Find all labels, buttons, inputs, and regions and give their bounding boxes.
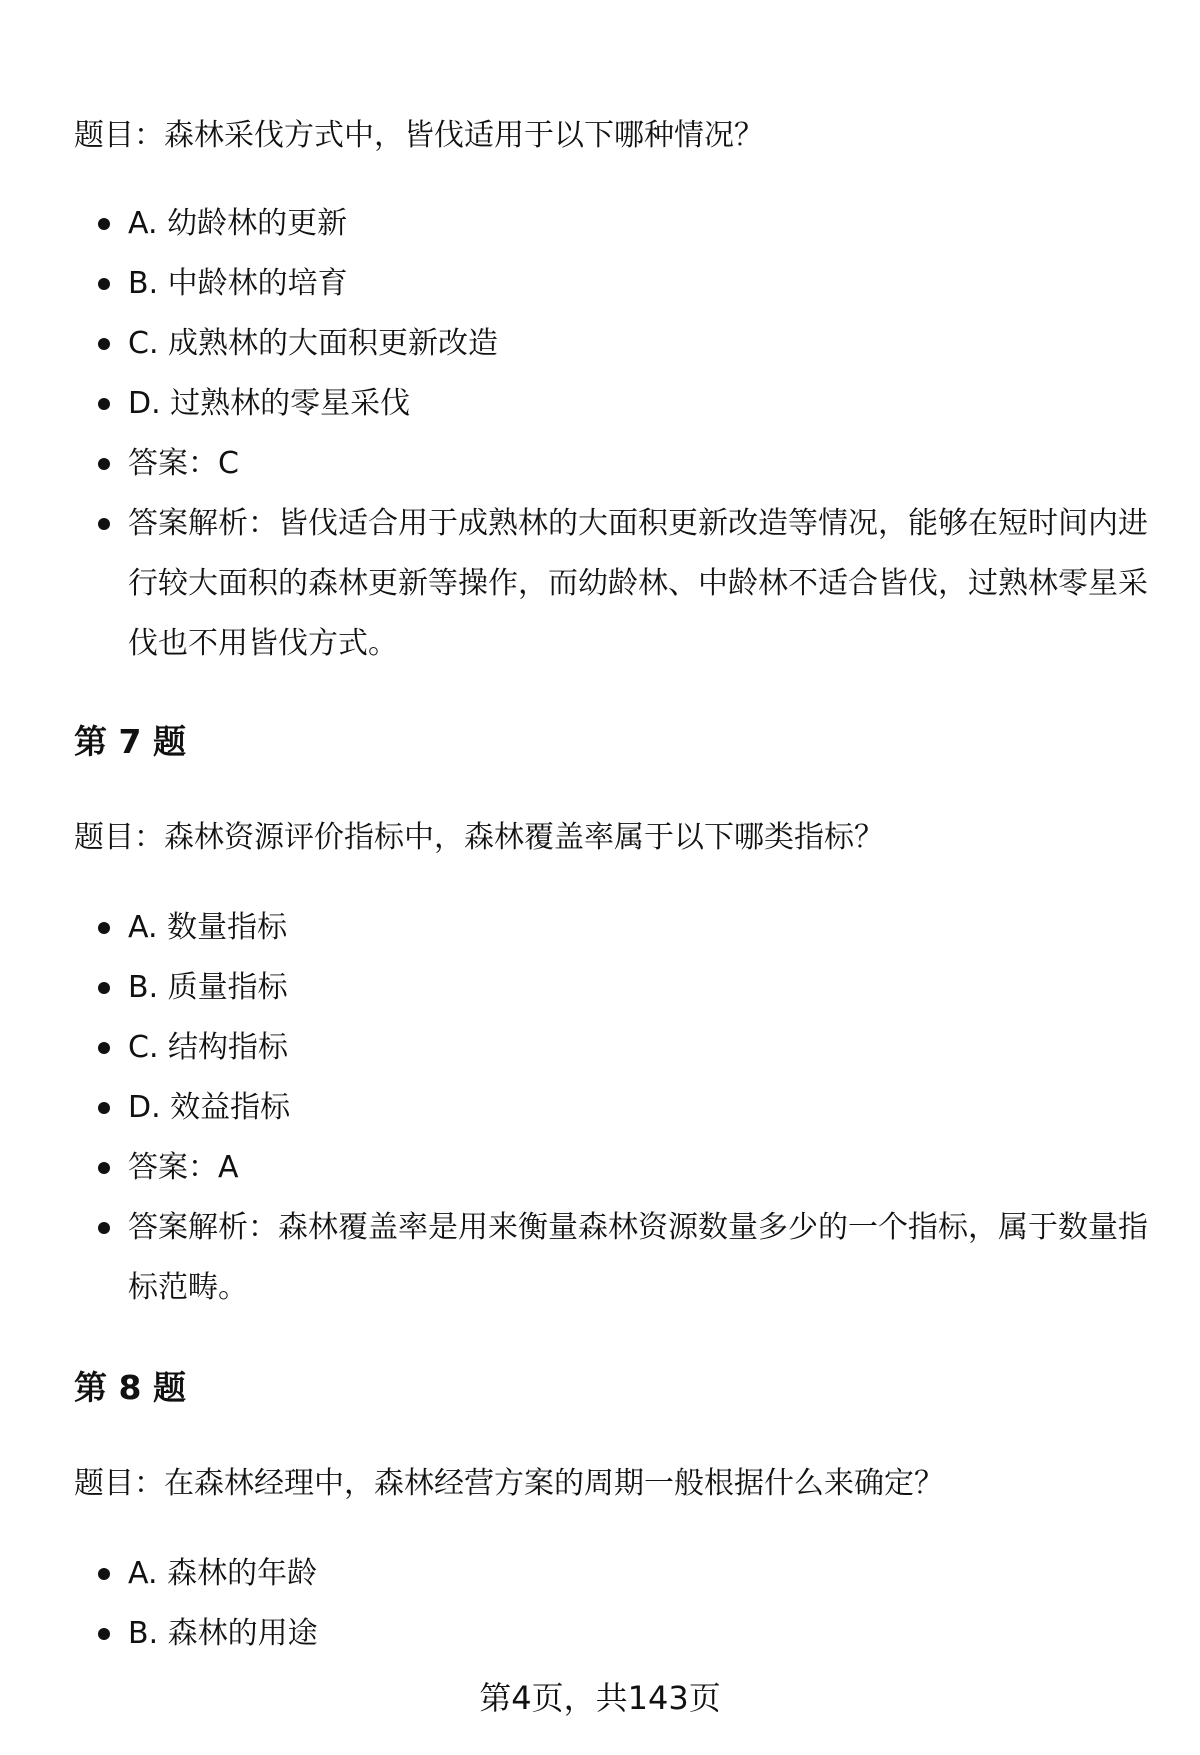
question-6-option-b: B. 中龄林的培育 [128,254,1148,314]
question-7-option-b: B. 质量指标 [128,958,1148,1018]
question-7-option-c: C. 结构指标 [128,1018,1148,1078]
page-number-footer: 第4页，共143页 [479,1679,721,1717]
question-8-option-a: A. 森林的年龄 [128,1544,1148,1604]
question-8-heading: 第 8 题 [74,1368,186,1407]
question-6-answer: 答案：C [128,434,1148,494]
question-7-text: 题目：森林资源评价指标中，森林覆盖率属于以下哪类指标？ [74,820,884,855]
question-6-option-a: A. 幼龄林的更新 [128,194,1148,254]
question-7-heading: 第 7 题 [74,722,186,761]
question-7-explanation: 答案解析：森林覆盖率是用来衡量森林资源数量多少的一个指标，属于数量指标范畴。 [128,1198,1148,1318]
question-8-text: 题目：在森林经理中，森林经营方案的周期一般根据什么来确定？ [74,1466,944,1501]
question-8-option-b: B. 森林的用途 [128,1604,1148,1664]
question-6-option-d: D. 过熟林的零星采伐 [128,374,1148,434]
question-6-explanation: 答案解析：皆伐适合用于成熟林的大面积更新改造等情况，能够在短时间内进行较大面积的森林更新等操作，而幼龄林、中龄林不适合皆伐，过熟林零星采伐也不用皆伐方式。 [128,494,1148,674]
question-6-text: 题目：森林采伐方式中，皆伐适用于以下哪种情况？ [74,118,764,153]
question-7-option-a: A. 数量指标 [128,898,1148,958]
question-6-option-c: C. 成熟林的大面积更新改造 [128,314,1148,374]
question-7-answer: 答案：A [128,1138,1148,1198]
question-7-option-d: D. 效益指标 [128,1078,1148,1138]
